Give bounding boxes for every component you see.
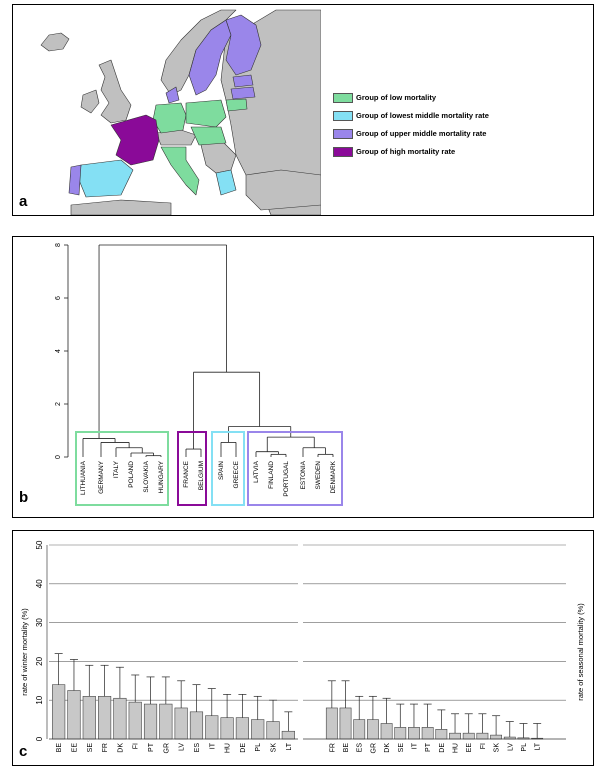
dendrogram-leaf-label: ITALY xyxy=(113,461,120,479)
bar xyxy=(395,727,406,739)
dendrogram-leaf-label: PORTUGAL xyxy=(283,461,290,497)
y-tick-label: 0 xyxy=(35,736,44,742)
dendrogram-leaf-label: DENMARK xyxy=(330,461,337,494)
panel-letter-a: a xyxy=(19,193,28,210)
x-tick-label: BE xyxy=(56,743,64,753)
bar xyxy=(477,733,488,739)
x-tick-label: FI xyxy=(132,743,140,750)
dendrogram-y-axis xyxy=(55,243,68,459)
x-tick-label: SE xyxy=(397,743,405,753)
x-tick-label: IT xyxy=(209,743,217,750)
dendrogram-leaf-label: ESTONIA xyxy=(300,461,307,490)
y-tick-label: 10 xyxy=(35,695,44,705)
y-tick-label: 2 xyxy=(55,402,62,406)
dendrogram-leaf-label: SPAIN xyxy=(218,461,225,481)
x-tick-label: DE xyxy=(239,743,247,753)
map-legend xyxy=(333,90,583,162)
y-axis-label: rate of seasonal mortality (%) xyxy=(576,603,585,701)
x-tick-label: LV xyxy=(178,743,186,752)
panel-letter-c: c xyxy=(19,743,28,760)
country-france-belgium xyxy=(111,115,159,165)
legend-swatch xyxy=(333,111,353,121)
bar xyxy=(52,685,65,739)
bar-chart-2 xyxy=(303,545,585,754)
panel-a-map xyxy=(12,4,594,216)
x-tick-label: LV xyxy=(507,743,515,752)
x-tick-label: PL xyxy=(255,743,263,752)
land-turkey xyxy=(246,170,321,210)
dendrogram xyxy=(13,237,593,517)
x-tick-label: SK xyxy=(270,743,278,753)
bar xyxy=(340,708,351,739)
bar xyxy=(129,702,142,739)
x-tick-label: HU xyxy=(452,743,460,754)
land-ireland xyxy=(81,90,99,113)
dendrogram-leaf-label: SWEDEN xyxy=(315,461,322,490)
bar xyxy=(326,708,337,739)
bar xyxy=(206,716,219,739)
dendrogram-leaf-label: GERMANY xyxy=(98,461,105,494)
legend-label: Group of upper middle mortality rate xyxy=(356,129,487,138)
legend-swatch xyxy=(333,147,353,157)
dendrogram-group-box xyxy=(248,432,342,505)
dendrogram-leaf-label: LATVIA xyxy=(253,461,260,483)
x-tick-label: LT xyxy=(285,743,293,751)
country-lithuania xyxy=(226,99,247,111)
dendrogram-branches xyxy=(83,245,333,457)
y-tick-label: 6 xyxy=(55,296,62,300)
x-tick-label: ES xyxy=(356,743,364,753)
legend-item-high xyxy=(333,144,583,159)
x-tick-label: GR xyxy=(370,743,378,754)
country-poland xyxy=(186,100,226,127)
x-tick-label: DK xyxy=(384,743,392,753)
country-slovakia-hungary xyxy=(191,127,226,145)
x-tick-label: DE xyxy=(438,743,446,753)
dendrogram-leaf-label: SLOVAKIA xyxy=(143,461,150,493)
bar xyxy=(408,727,419,739)
bar xyxy=(144,704,157,739)
land-uk xyxy=(99,60,131,123)
bar xyxy=(282,731,295,739)
bar xyxy=(422,727,433,739)
panel-letter-b: b xyxy=(19,489,29,506)
legend-item-lowest-middle xyxy=(333,108,583,123)
bar xyxy=(354,720,365,739)
bar xyxy=(381,723,392,739)
panel-b-dendrogram xyxy=(12,236,594,518)
country-latvia xyxy=(231,87,255,99)
x-tick-label: DK xyxy=(117,743,125,753)
legend-label: Group of high mortality rate xyxy=(356,147,456,156)
dendrogram-leaves xyxy=(80,460,337,496)
country-italy xyxy=(161,147,199,195)
x-tick-label: IT xyxy=(411,743,419,750)
bar xyxy=(236,718,249,739)
x-tick-label: EE xyxy=(466,743,474,753)
legend-label: Group of low mortality xyxy=(356,93,436,102)
x-tick-label: EE xyxy=(71,743,79,753)
bar xyxy=(449,733,460,739)
x-tick-label: BE xyxy=(343,743,351,753)
bar xyxy=(83,696,96,739)
x-tick-label: GR xyxy=(163,743,171,754)
europe-map xyxy=(21,5,321,215)
bar-chart-1 xyxy=(20,540,298,753)
legend-swatch xyxy=(333,93,353,103)
dendrogram-leaf-label: LITHUANIA xyxy=(80,461,87,495)
country-spain xyxy=(79,160,133,197)
bar xyxy=(160,704,173,739)
land-iceland xyxy=(41,33,69,51)
x-tick-label: PT xyxy=(148,743,156,752)
legend-label: Group of lowest middle mortality rate xyxy=(356,111,489,120)
dendrogram-leaf-label: FRANCE xyxy=(183,461,190,488)
country-greece xyxy=(216,170,236,195)
bar xyxy=(221,718,234,739)
legend-item-low xyxy=(333,90,583,105)
bar xyxy=(367,720,378,739)
y-tick-label: 4 xyxy=(55,349,62,353)
y-tick-label: 50 xyxy=(35,540,44,550)
bar xyxy=(98,696,111,739)
bar xyxy=(490,735,501,739)
x-tick-label: FI xyxy=(479,743,487,750)
bar xyxy=(436,729,447,739)
dendrogram-group-box xyxy=(76,432,168,505)
country-germany xyxy=(153,103,186,133)
x-tick-label: SK xyxy=(493,743,501,753)
y-tick-label: 0 xyxy=(55,455,62,459)
x-tick-label: FR xyxy=(102,743,110,753)
dendrogram-leaf-label: BELGIUM xyxy=(198,461,205,491)
land-africa xyxy=(71,200,171,215)
bar xyxy=(190,712,203,739)
y-tick-label: 40 xyxy=(35,579,44,589)
y-tick-label: 20 xyxy=(35,656,44,666)
bar xyxy=(463,733,474,739)
bar xyxy=(114,698,127,739)
x-tick-label: ES xyxy=(193,743,201,753)
dendrogram-leaf-label: POLAND xyxy=(128,461,135,488)
land-balkans xyxy=(201,140,236,173)
bar xyxy=(267,722,280,739)
bar xyxy=(251,720,264,739)
x-tick-label: SE xyxy=(86,743,94,753)
x-tick-label: PL xyxy=(520,743,528,752)
bar-charts xyxy=(13,531,593,765)
dendrogram-leaf-label: HUNGARY xyxy=(158,461,165,494)
country-portugal xyxy=(69,165,81,195)
y-axis-label: rate of winter mortality (%) xyxy=(20,608,29,696)
panel-c-bar-charts xyxy=(12,530,594,766)
country-estonia xyxy=(233,75,253,87)
y-tick-label: 30 xyxy=(35,618,44,628)
x-tick-label: HU xyxy=(224,743,232,754)
bar xyxy=(175,708,188,739)
dendrogram-leaf-label: FINLAND xyxy=(268,461,275,489)
x-tick-label: PT xyxy=(425,743,433,752)
dendrogram-leaf-label: GREECE xyxy=(233,461,240,489)
x-tick-label: LT xyxy=(534,743,542,751)
legend-swatch xyxy=(333,129,353,139)
y-tick-label: 8 xyxy=(55,243,62,247)
bar xyxy=(68,691,81,740)
legend-item-upper-middle xyxy=(333,126,583,141)
x-tick-label: FR xyxy=(329,743,337,753)
